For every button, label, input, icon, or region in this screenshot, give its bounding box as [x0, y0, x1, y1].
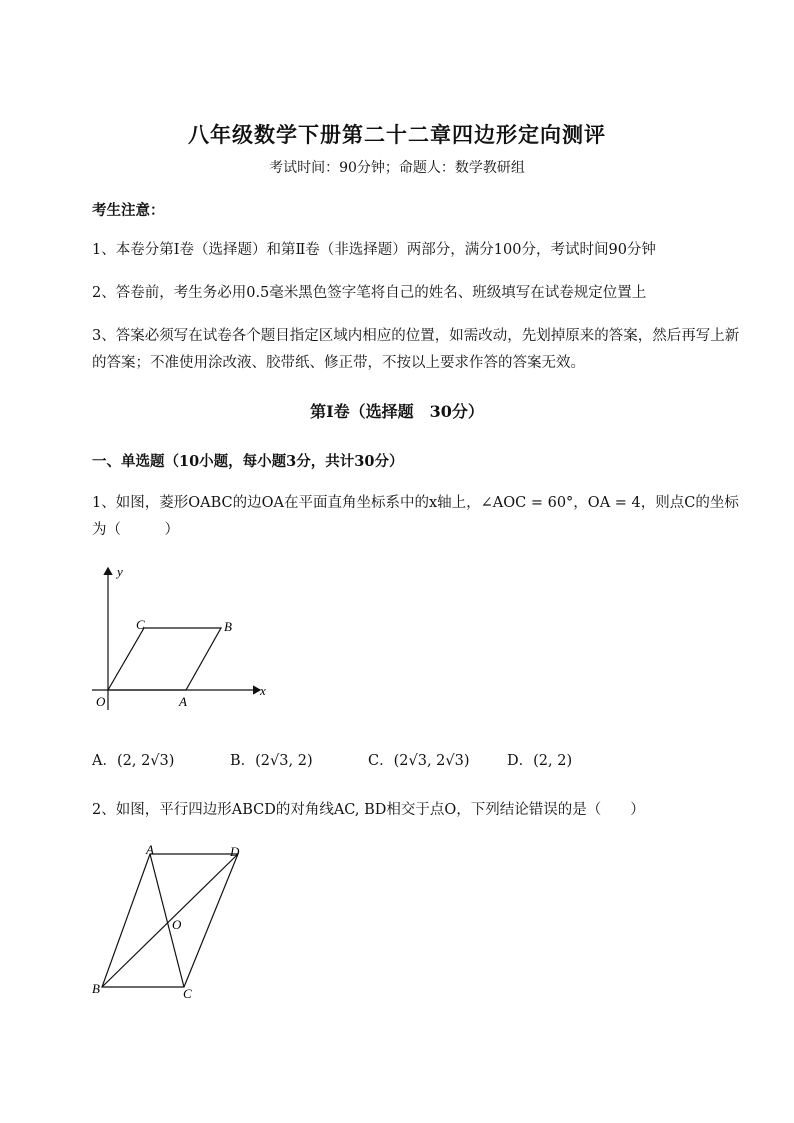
- point-o-label: O: [96, 694, 106, 709]
- point-a-label: A: [179, 694, 187, 709]
- question-1-text: 1、如图，菱形OABC的边OA在平面直角坐标系中的x轴上，∠AOC = 60°，OA = 4，则点C的坐标为（ ）: [92, 495, 739, 538]
- document-title: 八年级数学下册第二十二章四边形定向测评: [188, 122, 606, 147]
- option-b: B．(2√3, 2): [230, 753, 313, 769]
- point-c-label: C: [183, 986, 192, 1001]
- point-b-label: B: [92, 981, 100, 996]
- notice-item-1: 1、本卷分第Ⅰ卷（选择题）和第Ⅱ卷（非选择题）两部分，满分100分，考试时间90分钟: [92, 242, 656, 258]
- point-c-label: C: [136, 617, 145, 632]
- option-c: C．(2√3, 2√3): [368, 753, 470, 769]
- point-a-label: A: [146, 842, 154, 857]
- rhombus-oabc: [108, 628, 221, 690]
- question-2-text: 2、如图，平行四边形ABCD的对角线AC, BD相交于点O，下列结论错误的是（ ）: [92, 802, 645, 818]
- rhombus-figure: [88, 560, 278, 715]
- notice-item-2: 2、答卷前，考生务必用0.5毫米黑色签字笔将自己的姓名、班级填写在试卷规定位置上: [92, 285, 647, 301]
- point-d-label: D: [230, 844, 240, 859]
- part-heading: 一、单选题（10小题，每小题3分，共计30分）: [92, 453, 404, 470]
- document-subtitle: 考试时间：90分钟；命题人：数学教研组: [269, 160, 525, 176]
- notice-heading: 考生注意：: [92, 202, 165, 219]
- option-d: D．(2, 2): [507, 753, 573, 769]
- parallelogram-figure: [88, 840, 258, 1005]
- diagonal-bd: [102, 854, 238, 987]
- point-o-label: O: [172, 917, 182, 932]
- notice-item-3: 3、答案必须写在试卷各个题目指定区域内相应的位置，如需改动，先划掉原来的答案，然后再写上新的答案；不准使用涂改液、胶带纸、修正带，不按以上要求作答的答案无效。: [92, 328, 740, 371]
- option-a: A．(2, 2√3): [92, 753, 175, 769]
- point-b-label: B: [224, 619, 232, 634]
- x-axis-label: x: [260, 683, 266, 698]
- section-title: 第Ⅰ卷（选择题 30分）: [310, 402, 484, 421]
- y-axis-label: y: [117, 564, 123, 579]
